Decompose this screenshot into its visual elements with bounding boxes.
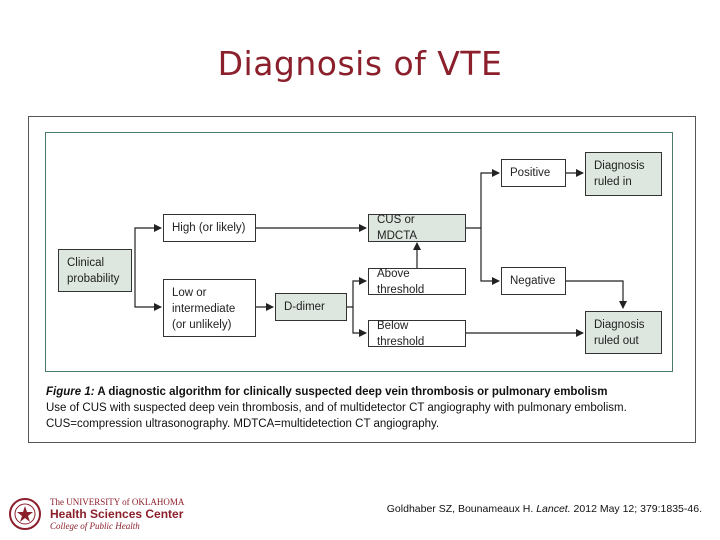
arrow-cus-to-negative <box>481 228 499 281</box>
caption-figure-title: A diagnostic algorithm for clinically suspected deep vein thrombosis or pulmonary embolism <box>94 386 608 398</box>
caption-title-line <box>46 384 686 400</box>
logo-college: College of Public Health <box>50 521 140 531</box>
caption-line-3: CUS=compression ultrasonography. MDTCA=multidetection CT angiography. <box>46 418 440 430</box>
citation-details: 2012 May 12; 379:1835-46. <box>570 503 702 515</box>
citation-journal: Lancet. <box>536 503 571 515</box>
node-above-threshold: Above threshold <box>368 268 466 295</box>
logo-university-name: The UNIVERSITY of OKLAHOMA <box>50 497 185 507</box>
node-diagnosis-ruled-in: Diagnosis ruled in <box>585 152 662 196</box>
figure-caption <box>46 384 686 432</box>
node-d-dimer: D-dimer <box>275 293 347 321</box>
caption-line-2: Use of CUS with suspected deep vein thrombosis, and of multidetector CT angiography with pulmonary embolism. <box>46 402 627 414</box>
citation-authors: Goldhaber SZ, Bounameaux H. <box>386 503 537 515</box>
arrow-cus-to-positive <box>466 173 499 228</box>
arrow-negative-to-ruledout <box>566 281 623 308</box>
arrow-ddimer-to-below <box>353 307 366 333</box>
arrow-clinical-to-high <box>135 228 161 270</box>
node-below-threshold: Below threshold <box>368 320 466 347</box>
node-low-intermediate: Low or intermediate (or unlikely) <box>163 279 256 337</box>
citation <box>387 503 702 515</box>
university-seal-icon <box>8 497 42 531</box>
node-cus-mdcta: CUS or MDCTA <box>368 214 466 242</box>
arrow-clinical-to-low <box>135 270 161 307</box>
node-high-likely: High (or likely) <box>163 214 256 242</box>
node-clinical-probability: Clinical probability <box>58 249 132 292</box>
slide-title: Diagnosis of VTE <box>217 44 503 83</box>
node-positive: Positive <box>501 159 566 187</box>
arrow-ddimer-to-above <box>347 281 366 307</box>
university-logo <box>8 497 185 533</box>
logo-health-sciences: Health Sciences Center <box>50 507 184 521</box>
caption-figure-label: Figure 1: <box>46 386 95 398</box>
node-negative: Negative <box>501 267 566 295</box>
node-diagnosis-ruled-out: Diagnosis ruled out <box>585 311 662 354</box>
